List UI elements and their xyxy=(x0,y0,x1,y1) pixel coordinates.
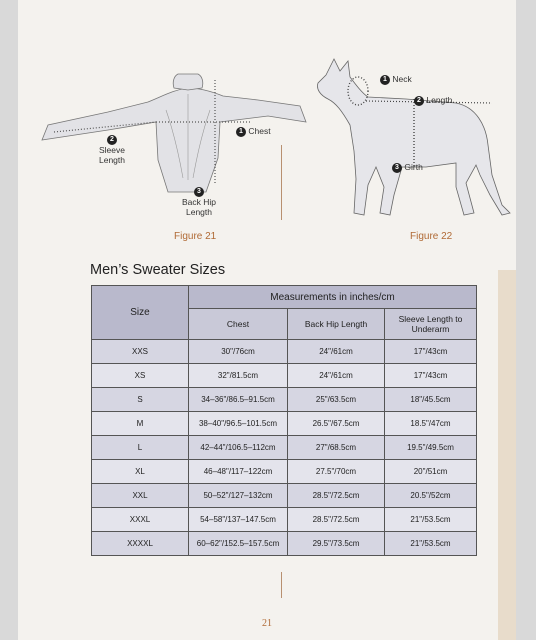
callout-label-length: Length xyxy=(426,95,453,105)
table-title: Men’s Sweater Sizes xyxy=(90,262,226,278)
size-cell: M xyxy=(92,412,189,436)
callout-chest xyxy=(236,126,271,137)
size-cell: XXS xyxy=(92,340,189,364)
back-hip-cell: 28.5"/72.5cm xyxy=(288,508,385,532)
callout-number-1: 1 xyxy=(380,75,390,85)
table-row xyxy=(92,460,477,484)
table-body xyxy=(92,340,477,556)
size-cell: XXL xyxy=(92,484,189,508)
callout-label-back-hip: Back Hip Length xyxy=(181,196,216,217)
callout-sleeve xyxy=(92,134,132,165)
table-row xyxy=(92,364,477,388)
size-cell: S xyxy=(92,388,189,412)
chest-column-header: Chest xyxy=(189,309,288,340)
back-hip-column-header: Back Hip Length xyxy=(288,309,385,340)
torso-illustration xyxy=(38,70,308,210)
table-row xyxy=(92,508,477,532)
sleeve-column-header xyxy=(385,309,477,340)
back-hip-cell: 24"/61cm xyxy=(288,340,385,364)
size-cell: XS xyxy=(92,364,189,388)
callout-label-sleeve: Sleeve Length xyxy=(99,144,125,165)
chest-cell: 32"/81.5cm xyxy=(189,364,288,388)
callout-number-3: 3 xyxy=(392,163,402,173)
sleeve-cell: 19.5"/49.5cm xyxy=(385,436,477,460)
sleeve-cell: 18.5"/47cm xyxy=(385,412,477,436)
page-divider-top xyxy=(281,145,282,220)
table-row xyxy=(92,484,477,508)
back-hip-cell: 28.5"/72.5cm xyxy=(288,484,385,508)
size-cell: L xyxy=(92,436,189,460)
table-row xyxy=(92,436,477,460)
table-row xyxy=(92,340,477,364)
callout-length xyxy=(414,95,452,106)
callout-neck xyxy=(380,74,412,85)
book-page xyxy=(18,0,516,640)
sleeve-cell: 18"/45.5cm xyxy=(385,388,477,412)
chest-cell: 60–62"/152.5–157.5cm xyxy=(189,532,288,556)
sleeve-header-text: Sleeve Length to Underarm xyxy=(398,314,463,334)
back-hip-cell: 25"/63.5cm xyxy=(288,388,385,412)
figure-21-label: Figure 21 xyxy=(174,231,217,242)
callout-back-hip xyxy=(174,186,224,217)
callout-girth xyxy=(392,162,423,173)
callout-label-girth: Girth xyxy=(404,162,423,172)
sizes-table xyxy=(91,285,477,556)
chest-cell: 30"/76cm xyxy=(189,340,288,364)
chest-cell: 50–52"/127–132cm xyxy=(189,484,288,508)
callout-number-2: 2 xyxy=(414,96,424,106)
back-hip-cell: 26.5"/67.5cm xyxy=(288,412,385,436)
sleeve-cell: 17"/43cm xyxy=(385,364,477,388)
table-row xyxy=(92,388,477,412)
table-row xyxy=(92,412,477,436)
back-hip-cell: 27.5"/70cm xyxy=(288,460,385,484)
size-column-header: Size xyxy=(92,286,189,340)
chest-cell: 54–58"/137–147.5cm xyxy=(189,508,288,532)
callout-number-3: 3 xyxy=(194,187,204,197)
callout-label-neck: Neck xyxy=(392,74,412,84)
callout-label-chest: Chest xyxy=(248,126,271,136)
sleeve-cell: 21"/53.5cm xyxy=(385,532,477,556)
page-edge-tab xyxy=(498,270,516,640)
back-hip-cell: 24"/61cm xyxy=(288,364,385,388)
size-cell: XL xyxy=(92,460,189,484)
chest-cell: 38–40"/96.5–101.5cm xyxy=(189,412,288,436)
sleeve-cell: 21"/53.5cm xyxy=(385,508,477,532)
back-hip-cell: 29.5"/73.5cm xyxy=(288,532,385,556)
callout-number-2: 2 xyxy=(107,135,117,145)
size-cell: XXXL xyxy=(92,508,189,532)
table-row xyxy=(92,532,477,556)
chest-cell: 46–48"/117–122cm xyxy=(189,460,288,484)
table-header-row xyxy=(92,286,477,309)
figure-22-label: Figure 22 xyxy=(410,231,453,242)
callout-number-1: 1 xyxy=(236,127,246,137)
sleeve-cell: 20.5"/52cm xyxy=(385,484,477,508)
chest-cell: 34–36"/86.5–91.5cm xyxy=(189,388,288,412)
chest-cell: 42–44"/106.5–112cm xyxy=(189,436,288,460)
page-number: 21 xyxy=(262,618,272,629)
back-hip-cell: 27"/68.5cm xyxy=(288,436,385,460)
measurements-group-header: Measurements in inches/cm xyxy=(189,286,477,309)
sleeve-cell: 20"/51cm xyxy=(385,460,477,484)
size-cell: XXXXL xyxy=(92,532,189,556)
page-divider-bottom xyxy=(281,572,282,598)
sleeve-cell: 17"/43cm xyxy=(385,340,477,364)
